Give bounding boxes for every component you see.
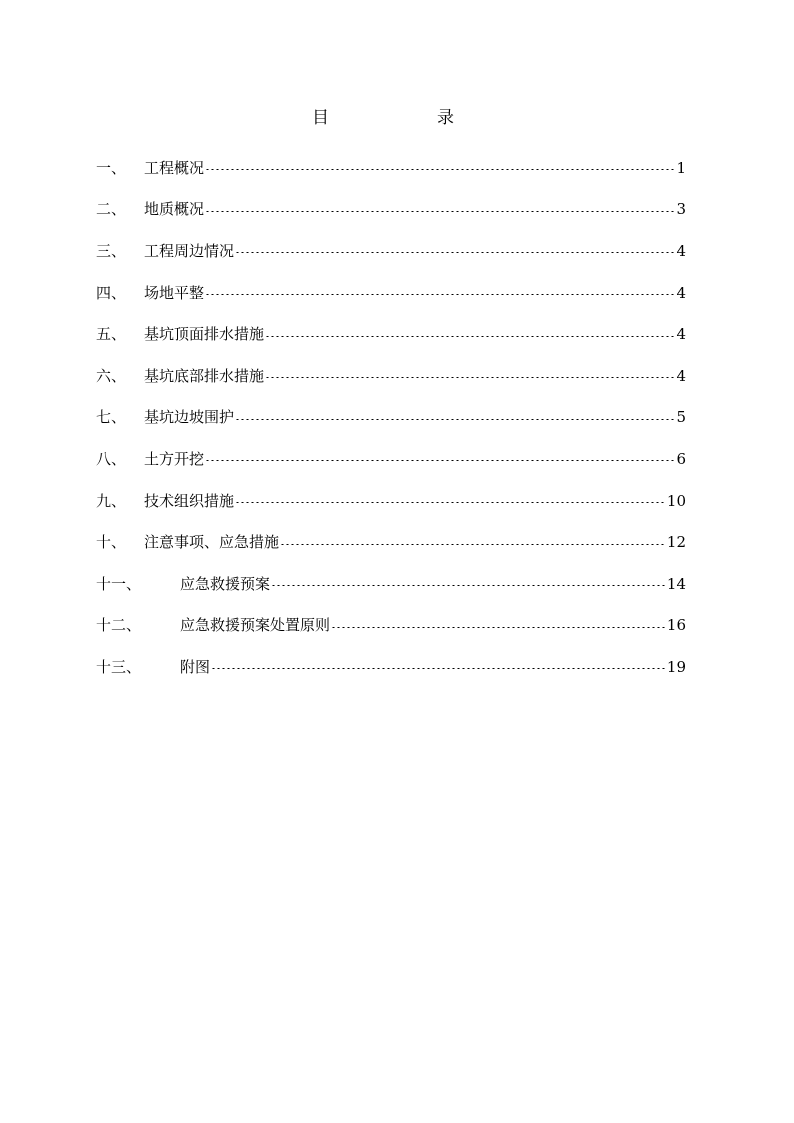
toc-entry-page: 12 (666, 533, 686, 552)
toc-entry-number: 二、 (96, 200, 127, 219)
toc-entry[interactable] (96, 230, 686, 272)
toc-entry[interactable] (96, 563, 686, 605)
toc-entry[interactable] (96, 646, 686, 688)
toc-dot-leader (211, 668, 666, 669)
toc-entry-page: 16 (666, 616, 686, 635)
toc-entry-number: 八、 (96, 449, 127, 468)
toc-entry-page: 4 (676, 241, 686, 260)
toc-entry-number: 四、 (96, 283, 127, 302)
toc-entry-number: 十、 (96, 533, 127, 552)
toc-entry-number: 九、 (96, 491, 127, 510)
toc-entry[interactable] (96, 147, 686, 189)
toc-entry-number: 一、 (96, 158, 127, 177)
toc-entry-text: 应急救援预案 (180, 574, 271, 593)
toc-entry-text: 基坑顶面排水措施 (144, 325, 265, 344)
toc-entry-page: 3 (676, 200, 686, 219)
toc-dot-leader (235, 252, 675, 253)
toc-entry-number: 六、 (96, 366, 127, 385)
toc-dot-leader (271, 585, 666, 586)
toc-entry[interactable] (96, 438, 686, 480)
toc-dot-leader (205, 211, 675, 212)
toc-entry-page: 19 (666, 657, 686, 676)
toc-dot-leader (205, 294, 675, 295)
toc-entry-text: 基坑底部排水措施 (144, 366, 265, 385)
toc-entry-text: 地质概况 (144, 200, 205, 219)
toc-entry[interactable] (96, 521, 686, 563)
toc-entry[interactable] (96, 355, 686, 397)
toc-entry-page: 5 (676, 408, 686, 427)
toc-entry-number: 十一、 (96, 574, 142, 593)
toc-dot-leader (331, 627, 666, 628)
toc-entry-text: 工程周边情况 (144, 241, 235, 260)
toc-entry[interactable] (96, 272, 686, 314)
toc-entry[interactable] (96, 605, 686, 647)
toc-entry-page: 4 (676, 366, 686, 385)
toc-entry[interactable] (96, 313, 686, 355)
toc-entry-text: 技术组织措施 (144, 491, 235, 510)
toc-dot-leader (265, 377, 675, 378)
toc-dot-leader (205, 169, 675, 170)
toc-title-part2: 录 (437, 108, 454, 128)
toc-entry-number: 三、 (96, 241, 127, 260)
toc-entry-text: 土方开挖 (144, 449, 205, 468)
toc-entry-page: 14 (666, 574, 686, 593)
toc-entry-text: 工程概况 (144, 158, 205, 177)
toc-entry-number: 十二、 (96, 616, 142, 635)
toc-dot-leader (280, 544, 666, 545)
toc-entry-page: 4 (676, 325, 686, 344)
toc-entry[interactable] (96, 397, 686, 439)
toc-entry-page: 4 (676, 283, 686, 302)
toc-list (96, 147, 686, 688)
toc-entry-page: 10 (666, 491, 686, 510)
toc-entry[interactable] (96, 480, 686, 522)
toc-dot-leader (235, 502, 666, 503)
toc-entry-text: 注意事项、应急措施 (144, 533, 280, 552)
toc-entry-number: 十三、 (96, 657, 142, 676)
toc-entry-text: 应急救援预案处置原则 (180, 616, 331, 635)
toc-entry-number: 七、 (96, 408, 127, 427)
toc-title (312, 106, 454, 130)
toc-entry-text: 基坑边坡围护 (144, 408, 235, 427)
toc-dot-leader (265, 336, 675, 337)
toc-dot-leader (235, 419, 675, 420)
toc-entry-page: 1 (676, 158, 686, 177)
toc-entry-page: 6 (676, 449, 686, 468)
toc-entry[interactable] (96, 189, 686, 231)
toc-entry-number: 五、 (96, 325, 127, 344)
toc-entry-text: 附图 (180, 657, 211, 676)
toc-entry-text: 场地平整 (144, 283, 205, 302)
toc-title-part1: 目 (312, 108, 329, 128)
toc-dot-leader (205, 460, 675, 461)
